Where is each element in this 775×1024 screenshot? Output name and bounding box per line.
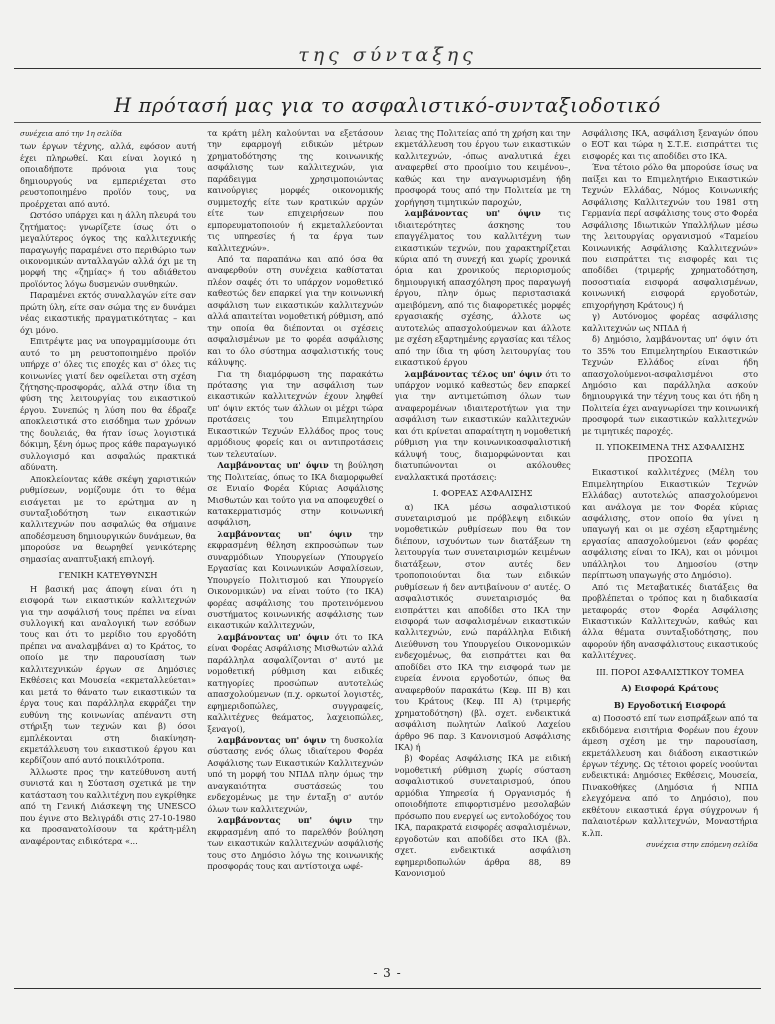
paragraph: λειας της Πολιτείας από τη χρήση και την εκμετάλλευση του έργου των εικαστικών καλλιτεχνών, -όπως αναλυτικά έχει αναφερθεί στο προοίμιο του κειμένου–, καθώς και την αναγνωρισμένη ήδη προσφορά τους από την Πολιτεία με τη χορήγηση τιμητικών παροχών, [394, 128, 571, 207]
paragraph: Για τη διαμόρφωση της παρακάτω πρότασης για την ασφάλιση των εικαστικών καλλιτεχνών έχουν ληφθεί υπ' όψιν εκτός των άλλων οι μέχρι τώρα προτάσεις του Επιμελητηρίου Εικαστικών Τεχνών Ελλάδος προς τους αρμόδιους φορείς και οι αντιπροτάσεις των τελευταίων. [207, 368, 384, 459]
column-3 [395, 128, 571, 960]
paragraph-lead: λαμβάνοντας υπ' όψιν [404, 208, 541, 219]
paragraph: α) Ποσοστό επί των εισπράξεων από τα εκδιδόμενα εισιτήρια Φορέων που έχουν άμεση σχέση με την παρουσίαση, εκμετάλλευση και διάδοση εικαστικών έργων τέχνης. Ως τέτοιοι φορείς νοούνται ενδεικτικά: Δημόσιες Εκθέσεις, Μουσεία, Πινακοθήκες (Δημόσια ή ΝΠΙΔ ελεγχόμενα από το Δημόσιο), που εκθέτουν εικαστικά έργα σύγχρονων ή παλαιοτέρων καλλιτεχνών, Μοναστήρια κ.λπ. [581, 713, 758, 838]
paragraph: Ωστόσο υπάρχει και η άλλη πλευρά του ζητήματος: γνωρίζετε ίσως ότι ο μεγαλύτερος όγκος της καλλιτεχνικής παραγωγής παραμένει στο περιθώριο των οικονομικών ανταλλαγών αλλά όχι με τη μορφή της «ζημίας» ή του αδιάθετου προϊόντος λόγω δυσμενών συνθηκών. [20, 210, 196, 289]
paragraph: γ) Αυτόνομος φορέας ασφάλισης καλλιτεχνών ως ΝΠΔΔ ή [581, 311, 758, 333]
section-header-title: της σύνταξης [298, 44, 477, 66]
article-title: Η πρότασή μας για το ασφαλιστικό-συνταξιοδοτικό [114, 94, 661, 117]
continuation-note: συνέχεια από την 1η σελίδα [20, 129, 122, 138]
paragraph-lead: λαμβάνοντας υπ' όψιν [217, 735, 327, 746]
paragraph-text: την εκφρασμένη από το παρελθόν βούληση των εικαστικών καλλιτεχνών ασφάλισής τους στο Δημόσιο λόγω της κοινωνικής προσφοράς τους και αντίστοιχα ωφέ- [207, 815, 384, 871]
paragraph: α) ΙΚΑ μέσω ασφαλιστικού συνεταιρισμού με πρόβλεψη ειδικών νομοθετικών ρυθμίσεων που θα τον διέπουν, ισχυόντων των διατάξεων τη λειτουργία των συνεταιρισμών κειμένων διατάξεων, στον αυτές δεν τροποποιούνται δια των ειδικών ρυθμίσεων ή δεν αντιβαίνουν σ' αυτές. Ο ασφαλιστικός συνεταιρισμός θα εισπράττει και αποδίδει στο ΙΚΑ την εισφορά των ασφαλισμένων εικαστικών καλλιτεχνών, ενώ παράλληλα Ειδική Διεύθυνση του Υπουργείου Οικονομικών ενδεχομένως, θα εισπράττει και θα αποδίδει στο ΙΚΑ την εισφορά των με ευρεία έννοια εργοδοτών, όπως θα αναφερθούν παρακάτω (Κεφ. ΙΙΙ Β) και του Κράτους (Κεφ. ΙΙΙ Α) (τριμερής χρηματοδότηση) (βλ. σχετ. ενδεικτικά ασφάλιση πωλητών Λαϊκού Λαχείου άρθρο 96 παρ. 3 Κανονισμού Ασφάλισης ΙΚΑ) ή [394, 501, 571, 753]
header-rule [14, 68, 761, 69]
paragraph: Η βασική μας άποψη είναι ότι η εισφορά των εικαστικών καλλιτεχνών για την ασφάλισή τους πρέπει να είναι συλλογική και αναλογική των εσόδων τους και ότι το μερίδιο του εργοδότη πρέπει να αναλαμβάνει α) το Κράτος, το οποίο με την παρουσίαση των καλλιτεχνικών έργων σε Δημόσιες Εκθέσεις και Μουσεία «εκμεταλλεύεται» και μετά το θάνατο των εικαστικών τα έργα τους και παράλληλα εκφράζει την ευθύνη της κοινωνίας απέναντι στη στήριξη των τεχνών και β) όσοι εμπλέκονται στη διακίνηση-εκμετάλλευση του εικαστικού έργου και κερδίζουν από αυτό ποικιλότροπα. [20, 583, 196, 766]
section-subheading: ΙΙΙ. ΠΟΡΟΙ ΑΣΦΑΛΙΣΤΙΚΟΥ ΤΟΜΕΑ [596, 666, 744, 677]
paragraph [207, 815, 383, 872]
paragraph-text: τη δυσκολία σύστασης ενός όλως ιδιαίτερου Φορέα Ασφάλισης των Εικαστικών Καλλιτεχνών υπό τη μορφή του ΝΠΔΔ πλην όμως την αναγκαιότητα συστάσεώς του ενδεχομένως με την ένταξη σ' αυτόν όλων των καλλιτεχνών, [207, 735, 384, 814]
paragraph: Παραμένει εκτός συναλλαγών είτε σαν πρώτη ύλη, είτε σαν σώμα της εν δυνάμει νέας εικαστικής πραγματικότητας – και όχι μόνο. [20, 290, 196, 335]
paragraph-text: ότι το ΙΚΑ είναι Φορέας Ασφάλισης Μισθωτών αλλά παράλληλα ασφαλίζονται σ' αυτό με νομοθετική ρύθμιση και ειδικές κατηγορίες προσώπων αυτοτελώς απασχολούμενων (π.χ. ορκωτοί λογιστές, εφημεριδοπώλες, συγγραφείς, καλλιτέχνες θεάματος, λαχειοπώλες, ξεναγοί), [207, 631, 384, 734]
paragraph: τα κράτη μέλη καλούνται να εξετάσουν την εφαρμογή ειδικών μέτρων χρηματοδότησης της κοινωνικής ασφάλισης των καλλιτεχνών, για παράδειγμα χρησιμοποιώντας καινούργιες μορφές οικονομικής συμμετοχής είτε των κρατικών αρχών είτε των επιχειρήσεων που εμπορευματοποιούν ή εκμεταλλεύονται τις υπηρεσίες ή τα έργα των καλλιτεχνών». [207, 128, 384, 253]
paragraph: Εικαστικοί καλλιτέχνες (Μέλη του Επιμελητηρίου Εικαστικών Τεχνών Ελλάδας) αυτοτελώς απασχολούμενοι και ανάλογα με τον Φορέα κύριας ασφάλισης, στον οποίο θα γίνει η υπαγωγή και οι με σχέση εξαρτημένης εργασίας απασχολούμενοι (εάν φορέας ασφάλισης είναι το ΙΚΑ), και οι μόνιμοι υπάλληλοι του Δημοσίου (στην περίπτωση υπαγωγής στο Δημόσιο). [581, 467, 758, 581]
paragraph-text: τις ιδιαιτερότητες άσκησης του επαγγέλματος του καλλιτέχνη των εικαστικών τεχνών, που χαρακτηρίζεται κύρια από τη συνεχή και χωρίς χρονικά όρια και χρονικούς περιορισμούς δημιουργική απασχόληση προς παραγωγή έργου, πλην όμως περιστασιακά αμειβόμενη, από τις διαφορετικές μορφές εργασιακής σχέσης, άλλοτε ως αυτοτελώς απασχολούμενων και άλλοτε με σχέση εξαρτημένης εργασίας και τέλος από την ίδια τη φύση λειτουργίας του εικαστικού έργου [394, 208, 571, 368]
paragraph: Επιτρέψτε μας να υπογραμμίσουμε ότι αυτό το μη ρευστοποιημένο προϊόν υπήρχε σ' όλες τις εποχές και σ' όλες τις κοινωνίες γιατί δεν οφείλεται στη σχέση ζήτησης-προσφοράς, αλλά στην ίδια τη φύση της λειτουργίας του εικαστικού έργου. Συνεπώς η λύση που θα έδραζε αποκλειστικά στο εισόδημα των χρόνων της δουλειάς, θα ήταν ίσως λογιστικά δόκιμη, ξένη όμως προς κάθε παραγωγικό συλλογισμό και ασφαλώς πρακτικά αδύνατη. [20, 336, 196, 473]
paragraph: των έργων τέχνης, αλλά, εφόσον αυτή έχει πληρωθεί. Και είναι λογικό η οποιαδήποτε πρόνοια για τους δημιουργούς να εμπεριέχεται στο ρευστοποιημένο προϊόν τους, να προέρχεται από αυτό. [20, 141, 196, 209]
paragraph [395, 369, 571, 484]
paragraph: β) Φορέας Ασφάλισης ΙΚΑ με ειδική νομοθετική ρύθμιση χωρίς σύσταση ασφαλιστικού συνεταιρισμού, όπου αρμόδια Υπηρεσία ή Οργανισμός ή οποιοδήποτε επιφορτισμένο μεσολαβών πρόσωπο που ενεργεί ως εντολοδόχος του ΙΚΑ, παρακρατά εισφορές ασφαλισμένων, εργοδοτών και αποδίδει στο ΙΚΑ (βλ. σχετ. ενδεικτικά ασφάλιση εφημεριδοπωλών άρθρα 88, 89 Κανονισμού [394, 753, 571, 878]
paragraph: Αποκλείοντας κάθε σκέψη χαριστικών ρυθμίσεων, νομίζουμε ότι το θέμα εισάγεται με το ερώτημα αν η συνταξιοδότηση των εικαστικών καλλιτεχνών που ασφαλώς θα σήμαινε αποδέσμευση δημιουργικών δυνάμεων, θα μπορούσε να θεωρηθεί γενικότερης σημασίας αναπτυξιακή επιλογή. [20, 473, 196, 564]
paragraph: Από τις Μεταβατικές διατάξεις θα προβλέπεται ο τρόπος και η διαδικασία μεταφοράς στον Φορέα Ασφάλισης Εικαστικών Καλλιτεχνών, καθώς και άλλα θέματα συνταξιοδότησης, που αφορούν ήδη ανασφάλιστους εικαστικούς καλλιτέχνες. [581, 581, 758, 661]
section-subheading: Β) Εργοδοτική Εισφορά [613, 699, 727, 710]
column-1 [20, 128, 196, 960]
paragraph-text: ότι το υπάρχον νομικό καθεστώς δεν επαρκεί για την αντιμετώπιση όλων των αναφερομένων ιδιαιτεροτήτων για την ασφάλιση των εικαστικών καλλιτεχνών και ότι κρίνεται απαραίτητη η νομοθετική ρύθμιση για την κοινωνικοασφαλιστική κάλυψή τους, διαμορφώνονται και διατυπώνονται οι ακόλουθες εναλλακτικά προτάσεις: [394, 368, 571, 482]
section-subheading: ΙΙ. ΥΠΟΚΕΙΜΕΝΑ ΤΗΣ ΑΣΦΑΛΙΣΗΣ ΠΡΟΣΩΠΑ [595, 442, 745, 464]
article-columns [20, 128, 758, 960]
title-rule [14, 122, 761, 123]
paragraph [207, 529, 383, 632]
paragraph: Ασφάλισης ΙΚΑ, ασφάλιση ξεναγών όπου ο ΕΟΤ και τώρα η Σ.Τ.Ε. εισπράττει τις εισφορές και τις αποδίδει στο ΙΚΑ. [581, 128, 758, 161]
section-subheading: Α) Εισφορά Κράτους [621, 683, 719, 694]
paragraph-lead: λαμβάνοντας τέλος υπ' όψιν [404, 368, 543, 379]
paragraph: Άλλωστε προς την κατεύθυνση αυτή συνιστά και η Σύσταση σχετικά με την κατάσταση του καλλιτέχνη που εγκρίθηκε από τη Γενική Διάσκεψη της UNESCO που έγινε στο Βελιγράδι στις 27-10-1980 κα προσανατολίσουν τα κράτη-μέλη αναφέροντας ειδικότερα «... [20, 766, 196, 846]
column-2 [207, 128, 383, 960]
section-subheading: ΓΕΝΙΚΗ ΚΑΤΕΥΘΥΝΣΗ [58, 570, 158, 581]
paragraph [395, 208, 571, 368]
paragraph-lead: λαμβάνοντας υπ' όψιν [217, 528, 352, 539]
paragraph-lead: λαμβάνοντας υπ' όψιν [217, 631, 330, 642]
paragraph: Από τα παραπάνω και από όσα θα αναφερθούν στη συνέχεια καθίσταται πλέον σαφές ότι το υπάρχον νομοθετικό καθεστώς δεν επαρκεί για την κοινωνική ασφάλιση των εικαστικών καλλιτεχνών αλλά απαιτείται νομοθετική ρύθμιση, από την οποία θα διέπονται οι σχέσεις ασφαλισμένων με το φορέα ασφάλισης και το όλο σύστημα ασφαλιστικής τους κάλυψης. [207, 253, 384, 368]
page-number: - 3 - [373, 966, 402, 980]
paragraph-text: τη βούληση της Πολιτείας, όπως το ΙΚΑ διαμορφωθεί σε Ενιαίο Φορέα Κύριας Ασφάλισης Μισθωτών και τούτο για να αποφευχθεί ο κατακερματισμός στην κοινωνική ασφάλιση, [207, 460, 384, 528]
paragraph: Ένα τέτοιο ρόλο θα μπορούσε ίσως να παίξει και το Επιμελητήριο Εικαστικών Τεχνών Ελλάδας, Νόμος Κοινωνικής Ασφάλισης Καλλιτεχνών του 1981 στη Γερμανία περί ασφάλισης τους στο Φορέα Ασφάλισης Ιδιωτικών Υπαλλήλων μέσω της λειτουργίας οργανισμού «Ταμείου Κοινωνικής Ασφάλισης Καλλιτεχνών» που εισπράττει τις εισφορές και τις αποδίδει (τριμερής χρηματοδότηση, ποσοστιαία εισφορά ασφαλισμένων, κοινωνική εισφορά εργοδοτών, επιχορήγηση Κράτους) ή [581, 162, 758, 310]
paragraph [207, 632, 383, 735]
footer-rule [14, 988, 761, 989]
paragraph: δ) Δημόσιο, λαμβάνοντας υπ' όψιν ότι το 35% του Επιμελητηρίου Εικαστικών Τεχνών Ελλάδος είναι ήδη απασχολούμενοι-ασφαλισμένοι στο Δημόσιο και παράλληλα ασκούν δημιουργικά την τέχνη τους και ότι ήδη η Πολιτεία έχει αναγνωρίσει την κοινωνική προσφορά των εικαστικών καλλιτεχνών με τιμητικές παροχές. [581, 334, 758, 436]
paragraph-lead: Λαμβάνοντας υπ' όψιν [217, 460, 329, 471]
section-subheading: Ι. ΦΟΡΕΑΣ ΑΣΦΑΛΙΣΗΣ [432, 488, 533, 499]
column-4 [582, 128, 758, 960]
continuation-end-note: συνέχεια στην επόμενη σελίδα [646, 840, 758, 850]
paragraph [207, 460, 383, 529]
paragraph-text: την εκφρασμένη θέληση εκπροσώπων των συναρμόδιων Υπουργείων (Υπουργείο Εργασίας και Κοινωνικών Ασφαλίσεων, Υπουργείο Πολιτισμού και Υπουργείο Οικονομικών) να είναι τούτο (το ΙΚΑ) φορέας ασφάλισης του προτεινόμενου συστήματος κοινωνικής ασφάλισης των εικαστικών καλλιτεχνών, [207, 528, 384, 631]
paragraph [207, 735, 383, 815]
paragraph-lead: λαμβάνοντας υπ' όψιν [217, 815, 352, 826]
